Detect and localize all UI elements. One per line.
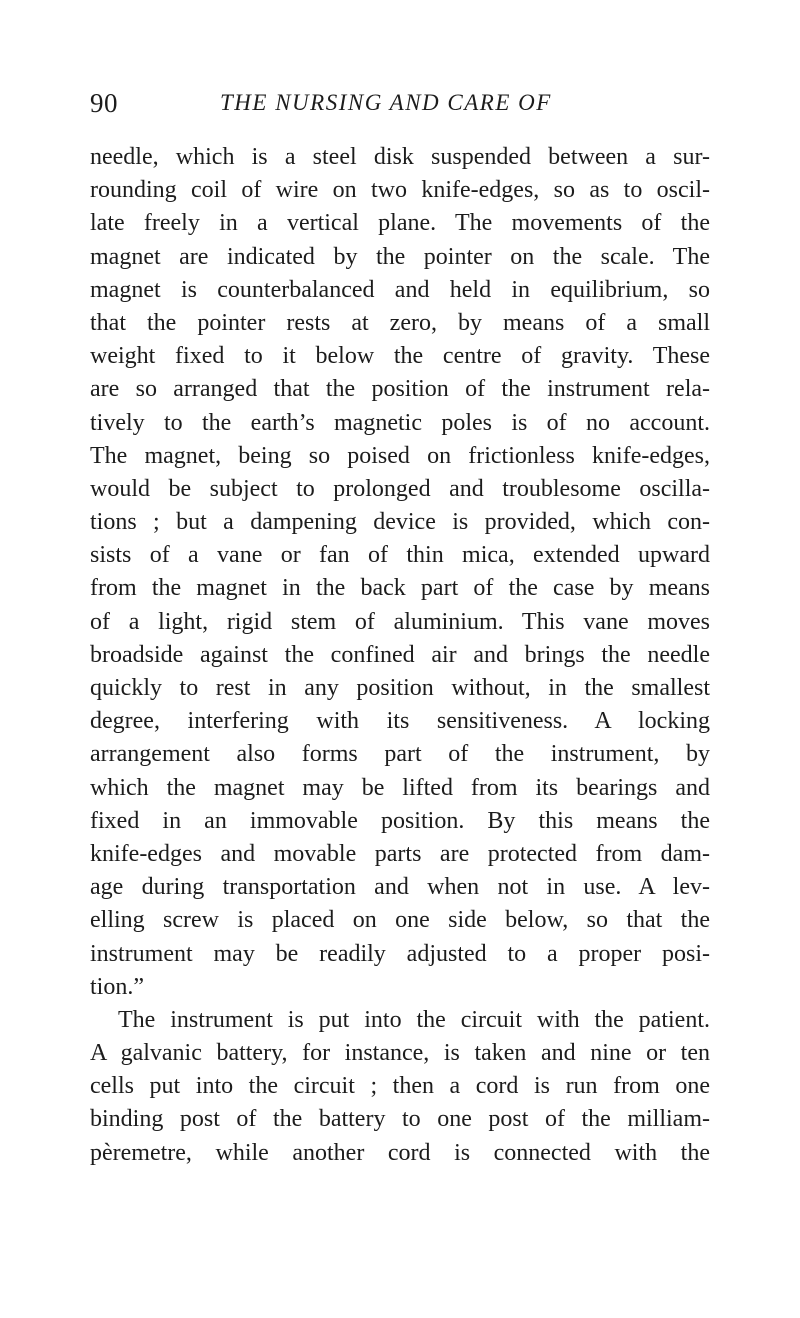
text-line: instrument may be readily adjusted to a proper posi- <box>90 940 710 967</box>
text-line: which the magnet may be lifted from its bearings and <box>90 774 710 801</box>
page-number: 90 <box>90 88 118 118</box>
text-line: sists of a vane or fan of thin mica, extended upward <box>90 542 710 569</box>
text-line: elling screw is placed on one side below, so that the <box>90 907 710 934</box>
text-line: quickly to rest in any position without, in the smallest <box>90 675 710 701</box>
text-line: from the magnet in the back part of the case by means <box>90 575 710 602</box>
text-line: of a light, rigid stem of aluminium. This vane moves <box>90 608 710 635</box>
text-line: arrangement also forms part of the instrument, by <box>90 741 710 768</box>
text-line: broadside against the confined air and brings the needle <box>90 641 710 668</box>
text-line: degree, interfering with its sensitiveness. A locking <box>90 708 710 735</box>
running-head <box>90 86 710 120</box>
text-line: needle, which is a steel disk suspended between a sur- <box>90 144 710 170</box>
text-line: knife-edges and movable parts are protected from dam- <box>90 840 710 867</box>
text-line: weight fixed to it below the centre of gravity. These <box>90 343 710 370</box>
paragraph-start-line: The instrument is put into the circuit with the patient. <box>118 1006 710 1033</box>
paragraph-end-line: tion.” <box>90 973 144 1000</box>
text-line: The magnet, being so poised on frictionless knife-edges, <box>90 442 710 469</box>
text-line: magnet are indicated by the pointer on the scale. The <box>90 243 710 270</box>
body-text <box>90 141 710 1170</box>
text-line: are so arranged that the position of the instrument rela- <box>90 376 710 403</box>
text-line: binding post of the battery to one post of the milliam- <box>90 1106 710 1133</box>
text-line: fixed in an immovable position. By this means the <box>90 807 710 834</box>
text-line: tively to the earth’s magnetic poles is of no account. <box>90 409 710 436</box>
text-line: pèremetre, while another cord is connected with the <box>90 1139 710 1166</box>
text-line: magnet is counterbalanced and held in equilibrium, so <box>90 276 710 303</box>
text-line: tions ; but a dampening device is provided, which con- <box>90 509 710 536</box>
running-title: THE NURSING AND CARE OF <box>220 90 552 115</box>
text-line: cells put into the circuit ; then a cord is run from one <box>90 1073 710 1100</box>
text-line: rounding coil of wire on two knife-edges, so as to oscil- <box>90 177 710 204</box>
text-line: late freely in a vertical plane. The movements of the <box>90 210 710 237</box>
text-line: that the pointer rests at zero, by means of a small <box>90 309 710 336</box>
text-line: A galvanic battery, for instance, is taken and nine or ten <box>90 1040 710 1067</box>
text-line: would be subject to prolonged and troublesome oscilla- <box>90 475 710 502</box>
text-line: age during transportation and when not in use. A lev- <box>90 874 710 901</box>
